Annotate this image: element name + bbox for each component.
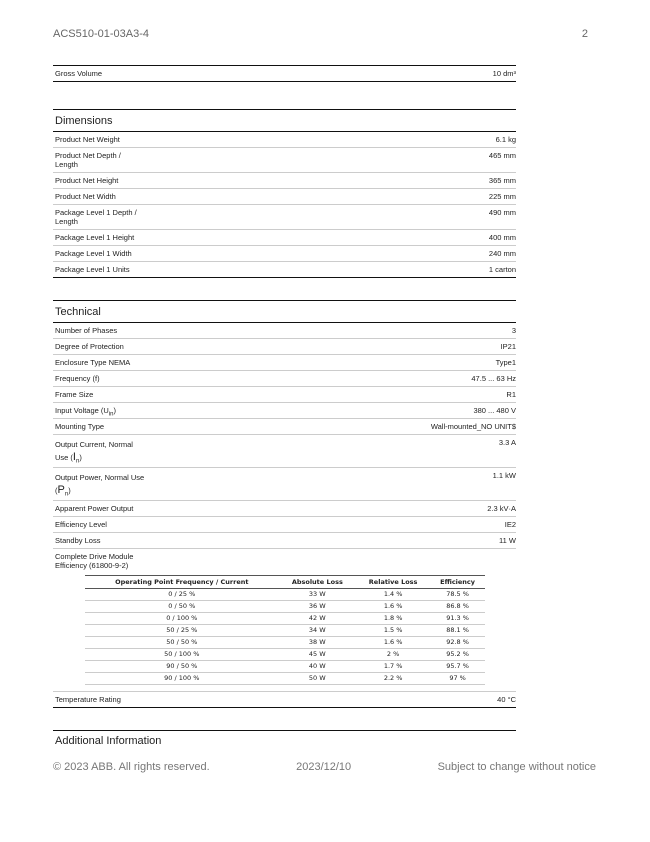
table-header: Relative Loss: [356, 576, 430, 589]
label-text: Degree of Protection: [55, 342, 124, 351]
footer-date: 2023/12/10: [296, 761, 352, 773]
spec-row: [53, 387, 516, 403]
spec-value: Wall-mounted_NO UNIT$: [430, 422, 516, 431]
table-cell: 36 W: [279, 601, 356, 613]
gross-volume-section: [53, 65, 516, 82]
spec-label: [55, 192, 116, 201]
spec-row: [53, 148, 516, 173]
document-title: ACS510-01-03A3-4: [53, 28, 150, 40]
table-row: [85, 637, 485, 649]
dimensions-section: [53, 109, 516, 278]
label-text: Enclosure Type NEMA: [55, 358, 131, 367]
spec-label: [55, 422, 104, 431]
dimensions-rows: [53, 132, 516, 278]
spec-row: [53, 66, 516, 82]
spec-row: [53, 323, 516, 339]
footer-notice: Subject to change without notice: [437, 761, 596, 773]
page-footer: [53, 760, 596, 774]
table-row: [85, 649, 485, 661]
table-cell: 78.5 %: [430, 589, 485, 601]
spec-value: 1 carton: [488, 265, 516, 274]
spec-label: [55, 358, 130, 367]
spec-value: 6.1 kg: [495, 135, 516, 144]
spec-label: [55, 151, 145, 169]
spec-row: [53, 403, 516, 419]
spec-row: [53, 468, 516, 501]
label-suffix: ): [79, 453, 82, 462]
spec-value: 10 dm³: [492, 69, 516, 78]
spec-label: Complete Drive Module Efficiency (61800-9-2): [55, 552, 134, 570]
spec-value: 2.3 kV·A: [487, 504, 516, 513]
label-text: Input Voltage (U: [55, 406, 109, 415]
label-text: Product Net Depth / Length: [55, 151, 121, 169]
table-cell: 50 / 25 %: [85, 625, 279, 637]
additional-section: [53, 730, 516, 752]
spec-label: [55, 135, 120, 144]
table-cell: 1.6 %: [356, 601, 430, 613]
table-row: [85, 625, 485, 637]
symbol: I: [72, 451, 76, 463]
table-cell: 88.1 %: [430, 625, 485, 637]
label-text: Number of Phases: [55, 326, 118, 335]
page-header: [0, 0, 650, 41]
table-cell: 95.7 %: [430, 661, 485, 673]
spec-value: IP21: [500, 342, 516, 351]
spec-label: [55, 249, 132, 258]
spec-row: [53, 517, 516, 533]
spec-label: [55, 233, 134, 242]
table-cell: 0 / 100 %: [85, 613, 279, 625]
spec-row: [53, 501, 516, 517]
spec-value: 3.3 A: [498, 438, 516, 447]
spec-row: [53, 173, 516, 189]
spec-row: [53, 205, 516, 230]
table-cell: 97 %: [430, 673, 485, 685]
module-efficiency-row: [53, 549, 516, 691]
spec-value: Type1: [495, 358, 516, 367]
spec-label: [55, 208, 145, 226]
table-row: [85, 661, 485, 673]
label-text: Package Level 1 Units: [55, 265, 130, 274]
spec-label: [55, 176, 118, 185]
spec-row: [53, 262, 516, 278]
spec-value: 365 mm: [488, 176, 516, 185]
spec-row: [53, 419, 516, 435]
efficiency-table: [85, 575, 485, 685]
spec-row: [53, 339, 516, 355]
spec-row: [53, 691, 516, 708]
subscript: n: [75, 458, 80, 465]
label-text: Package Level 1 Depth / Length: [55, 208, 137, 226]
label-text: Apparent Power Output: [55, 504, 134, 513]
spec-row: [53, 132, 516, 148]
spec-label: [55, 520, 107, 529]
spec-label: [55, 374, 100, 383]
spec-value: 380 ... 480 V: [473, 406, 516, 415]
spec-value: 465 mm: [488, 151, 516, 160]
table-header: Operating Point Frequency / Current: [85, 576, 279, 589]
spec-row: [53, 435, 516, 468]
section-heading: Additional Information: [55, 735, 162, 747]
page-number: 2: [581, 28, 588, 40]
spec-value: 225 mm: [488, 192, 516, 201]
label-text: Product Net Width: [55, 192, 116, 201]
label-suffix: ): [68, 486, 71, 495]
table-cell: 90 / 100 %: [85, 673, 279, 685]
subscript: in: [108, 411, 114, 418]
table-row: [85, 613, 485, 625]
spec-row: [53, 533, 516, 549]
table-cell: 1.6 %: [356, 637, 430, 649]
spec-value: 3: [511, 326, 516, 335]
spec-row: [53, 371, 516, 387]
section-heading: Dimensions: [53, 110, 516, 132]
spec-row: [53, 189, 516, 205]
table-header: Absolute Loss: [279, 576, 356, 589]
spec-label: Temperature Rating: [55, 695, 121, 704]
spec-value: IE2: [504, 520, 516, 529]
table-cell: 90 / 50 %: [85, 661, 279, 673]
table-body: [85, 589, 485, 685]
table-cell: 1.4 %: [356, 589, 430, 601]
table-cell: 33 W: [279, 589, 356, 601]
table-cell: 45 W: [279, 649, 356, 661]
spec-label: [55, 438, 145, 464]
label-text: Output Power, Normal Use (: [55, 473, 145, 495]
table-cell: 1.8 %: [356, 613, 430, 625]
technical-rows: [53, 323, 516, 549]
table-cell: 34 W: [279, 625, 356, 637]
table-cell: 92.8 %: [430, 637, 485, 649]
spec-value: 47.5 ... 63 Hz: [471, 374, 516, 383]
table-cell: 0 / 25 %: [85, 589, 279, 601]
label-text: Frame Size: [55, 390, 94, 399]
table-cell: 50 / 100 %: [85, 649, 279, 661]
spec-value: 40 °C: [497, 695, 516, 704]
label-text: Standby Loss: [55, 536, 101, 545]
label-text: Product Net Height: [55, 176, 119, 185]
table-row: [85, 589, 485, 601]
table-row: [85, 673, 485, 685]
spec-row: [53, 246, 516, 262]
table-cell: 1.5 %: [356, 625, 430, 637]
spec-row: [53, 230, 516, 246]
spec-label: Gross Volume: [55, 69, 103, 78]
subscript: n: [64, 491, 69, 498]
spec-label: [55, 504, 133, 513]
spec-label: [55, 390, 93, 399]
spec-value: 11 W: [499, 536, 516, 545]
table-cell: 1.7 %: [356, 661, 430, 673]
technical-section: [53, 300, 516, 708]
section-heading: Technical: [53, 301, 516, 323]
spec-label: [55, 342, 124, 351]
label-text: Mounting Type: [55, 422, 105, 431]
label-text: Efficiency Level: [55, 520, 107, 529]
table-cell: 2 %: [356, 649, 430, 661]
label-text: Package Level 1 Height: [55, 233, 135, 242]
table-cell: 42 W: [279, 613, 356, 625]
label-text: Frequency (f): [55, 374, 100, 383]
spec-label: [55, 406, 116, 418]
label-text: Package Level 1 Width: [55, 249, 132, 258]
label-text: Product Net Weight: [55, 135, 120, 144]
table-cell: 95.2 %: [430, 649, 485, 661]
table-header-row: [85, 576, 485, 589]
symbol: P: [57, 484, 65, 496]
spec-value: 400 mm: [488, 233, 516, 242]
table-cell: 38 W: [279, 637, 356, 649]
spec-row: [53, 355, 516, 371]
table-row: [85, 601, 485, 613]
spec-value: R1: [506, 390, 516, 399]
table-cell: 2.2 %: [356, 673, 430, 685]
label-text: Output Current, Normal Use (: [55, 440, 133, 462]
spec-label: [55, 536, 100, 545]
footer-copyright: © 2023 ABB. All rights reserved.: [53, 761, 210, 773]
table-cell: 40 W: [279, 661, 356, 673]
spec-label: [55, 326, 117, 335]
table-cell: 50 / 50 %: [85, 637, 279, 649]
table-cell: 86.8 %: [430, 601, 485, 613]
label-suffix: ): [113, 406, 116, 415]
table-cell: 91.3 %: [430, 613, 485, 625]
spec-value: 490 mm: [488, 208, 516, 217]
spec-label: [55, 471, 145, 497]
spec-value: 1.1 kW: [492, 471, 516, 480]
table-cell: 0 / 50 %: [85, 601, 279, 613]
spec-label: [55, 265, 130, 274]
table-header: Efficiency: [430, 576, 485, 589]
spec-value: 240 mm: [488, 249, 516, 258]
table-cell: 50 W: [279, 673, 356, 685]
